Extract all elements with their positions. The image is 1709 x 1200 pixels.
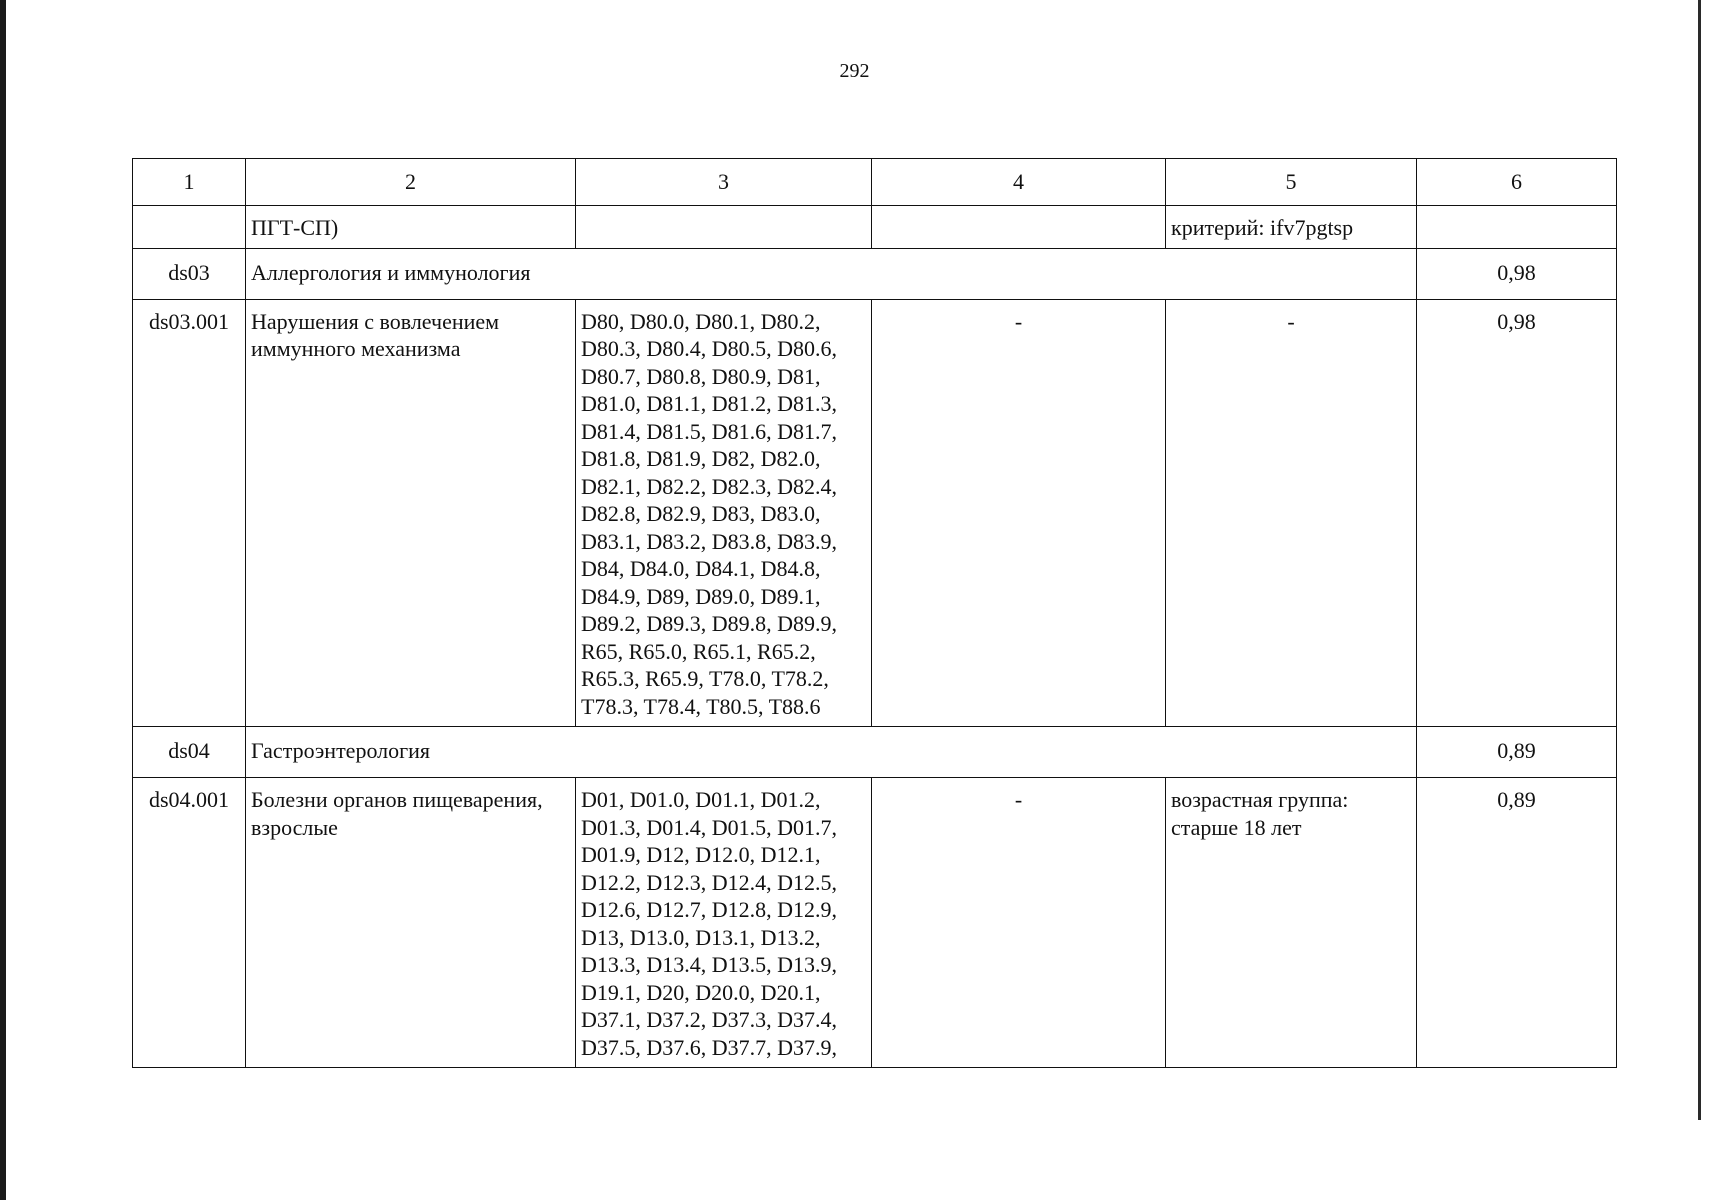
cell (1417, 206, 1617, 249)
header-cell-1: 1 (133, 159, 246, 206)
row-name: Нарушения с вовлечением иммунного механизма (246, 299, 576, 727)
code-line: D13.3, D13.4, D13.5, D13.9, (581, 952, 838, 977)
row-col4: - (872, 778, 1166, 1068)
code-line: D83.1, D83.2, D83.8, D83.9, (581, 528, 838, 554)
code-line: D19.1, D20, D20.0, D20.1, (581, 979, 821, 1005)
header-cell-5: 5 (1166, 159, 1417, 206)
cell (576, 206, 872, 249)
code-line: D89.2, D89.3, D89.8, D89.9, (581, 611, 838, 636)
code-line: D80.7, D80.8, D80.9, D81, (581, 363, 821, 389)
code-line: D82.1, D82.2, D82.3, D82.4, (581, 473, 838, 499)
table-row-ds04-001 (133, 778, 1617, 1068)
tariff-table (132, 158, 1617, 1068)
diagnosis-codes (576, 778, 872, 1068)
header-row (133, 159, 1617, 206)
scan-edge-left (0, 0, 6, 1200)
code-line: R65.3, R65.9, T78.0, T78.2, (581, 666, 829, 691)
row-code: ds04.001 (133, 778, 246, 1068)
code-line: D84, D84.0, D84.1, D84.8, (581, 556, 821, 581)
continuation-criterion: критерий: ifv7pgtsp (1166, 206, 1417, 249)
code-line: D12.2, D12.3, D12.4, D12.5, (581, 869, 838, 895)
row-col5: возрастная группа: старше 18 лет (1166, 778, 1417, 1068)
row-code: ds03.001 (133, 299, 246, 727)
section-coef: 0,98 (1417, 248, 1617, 299)
code-line: D01, D01.0, D01.1, D01.2, (581, 787, 821, 812)
section-row-ds03 (133, 248, 1617, 299)
header-cell-4: 4 (872, 159, 1166, 206)
code-line: R65, R65.0, R65.1, R65.2, (581, 638, 816, 664)
page-number: 292 (839, 60, 870, 82)
section-code: ds03 (133, 248, 246, 299)
code-line: D81.4, D81.5, D81.6, D81.7, (581, 418, 838, 444)
table-row-ds03-001 (133, 299, 1617, 727)
code-line: D80, D80.0, D80.1, D80.2, (581, 308, 821, 334)
code-line: D84.9, D89, D89.0, D89.1, (581, 583, 821, 609)
header-cell-6: 6 (1417, 159, 1617, 206)
row-name: Болезни органов пищеварения, взрослые (246, 778, 576, 1068)
cell (872, 206, 1166, 249)
code-line: D80.3, D80.4, D80.5, D80.6, (581, 336, 838, 361)
code-line: D81.0, D81.1, D81.2, D81.3, (581, 391, 838, 416)
continuation-name: ПГТ-СП) (246, 206, 576, 249)
header-cell-2: 2 (246, 159, 576, 206)
section-name: Гастроэнтерология (246, 727, 1417, 778)
section-name: Аллергология и иммунология (246, 248, 1417, 299)
code-line: D13, D13.0, D13.1, D13.2, (581, 924, 821, 950)
code-line: T78.3, T78.4, T80.5, T88.6 (581, 693, 821, 719)
section-code: ds04 (133, 727, 246, 778)
code-line: D12.6, D12.7, D12.8, D12.9, (581, 897, 838, 922)
code-line: D01.9, D12, D12.0, D12.1, (581, 842, 821, 867)
row-col4: - (872, 299, 1166, 727)
code-line: D82.8, D82.9, D83, D83.0, (581, 501, 821, 526)
section-coef: 0,89 (1417, 727, 1617, 778)
section-row-ds04 (133, 727, 1617, 778)
cell (133, 206, 246, 249)
row-coef: 0,89 (1417, 778, 1617, 1068)
continuation-row (133, 206, 1617, 249)
code-line: D37.5, D37.6, D37.7, D37.9, (581, 1034, 838, 1060)
row-col5: - (1166, 299, 1417, 727)
code-line: D37.1, D37.2, D37.3, D37.4, (581, 1007, 838, 1032)
diagnosis-codes (576, 299, 872, 727)
header-cell-3: 3 (576, 159, 872, 206)
code-line: D81.8, D81.9, D82, D82.0, (581, 446, 821, 471)
code-line: D01.3, D01.4, D01.5, D01.7, (581, 814, 838, 840)
row-coef: 0,98 (1417, 299, 1617, 727)
scan-edge-right (1698, 0, 1701, 1120)
